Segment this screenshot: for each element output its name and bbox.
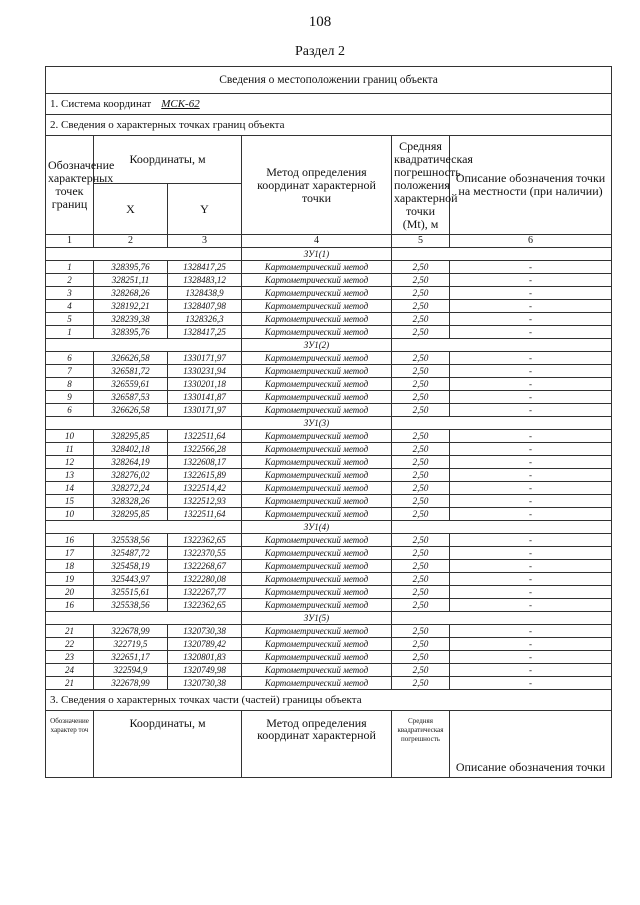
header-x: X bbox=[94, 184, 168, 235]
point-id: 7 bbox=[46, 365, 94, 378]
method: Картометрический метод bbox=[242, 391, 392, 404]
point-id: 10 bbox=[46, 430, 94, 443]
col-number: 3 bbox=[168, 235, 242, 248]
description: - bbox=[450, 443, 612, 456]
coord-x: 326581,72 bbox=[94, 365, 168, 378]
table-row bbox=[46, 586, 612, 599]
coord-x: 322678,99 bbox=[94, 677, 168, 690]
table-row bbox=[46, 534, 612, 547]
method: Картометрический метод bbox=[242, 287, 392, 300]
group-spacer bbox=[46, 612, 242, 625]
coord-system-value: МСК-62 bbox=[161, 98, 200, 110]
point-id: 10 bbox=[46, 508, 94, 521]
group-spacer bbox=[46, 417, 242, 430]
coord-y: 1322512,93 bbox=[168, 495, 242, 508]
group-name: ЗУ1(4) bbox=[242, 521, 392, 534]
method: Картометрический метод bbox=[242, 638, 392, 651]
description: - bbox=[450, 430, 612, 443]
group-spacer bbox=[392, 521, 612, 534]
coord-y: 1320730,38 bbox=[168, 625, 242, 638]
description: - bbox=[450, 573, 612, 586]
point-id: 2 bbox=[46, 274, 94, 287]
coord-y: 1328326,3 bbox=[168, 313, 242, 326]
description: - bbox=[450, 677, 612, 690]
method: Картометрический метод bbox=[242, 534, 392, 547]
description: - bbox=[450, 469, 612, 482]
description: - bbox=[450, 300, 612, 313]
group-spacer bbox=[392, 248, 612, 261]
page-number: 108 bbox=[308, 14, 332, 30]
accuracy: 2,50 bbox=[392, 456, 450, 469]
accuracy: 2,50 bbox=[392, 495, 450, 508]
accuracy: 2,50 bbox=[392, 638, 450, 651]
point-id: 21 bbox=[46, 625, 94, 638]
method: Картометрический метод bbox=[242, 378, 392, 391]
coord-y: 1322566,28 bbox=[168, 443, 242, 456]
point-id: 14 bbox=[46, 482, 94, 495]
header-description: Описание обозначения точки на местности (при наличии) bbox=[450, 136, 612, 235]
coord-x: 325538,56 bbox=[94, 534, 168, 547]
table-row bbox=[46, 430, 612, 443]
point-id: 15 bbox=[46, 495, 94, 508]
method: Картометрический метод bbox=[242, 261, 392, 274]
table-row bbox=[46, 326, 612, 339]
method: Картометрический метод bbox=[242, 300, 392, 313]
header2-accuracy: Средняя квадратическая погрешность bbox=[392, 711, 450, 778]
group-name: ЗУ1(3) bbox=[242, 417, 392, 430]
table-row bbox=[46, 625, 612, 638]
point-id: 4 bbox=[46, 300, 94, 313]
col-number: 6 bbox=[450, 235, 612, 248]
accuracy: 2,50 bbox=[392, 443, 450, 456]
accuracy: 2,50 bbox=[392, 599, 450, 612]
accuracy: 2,50 bbox=[392, 287, 450, 300]
col-number: 4 bbox=[242, 235, 392, 248]
table-row bbox=[46, 404, 612, 417]
group-name: ЗУ1(2) bbox=[242, 339, 392, 352]
method: Картометрический метод bbox=[242, 560, 392, 573]
point-id: 13 bbox=[46, 469, 94, 482]
accuracy: 2,50 bbox=[392, 625, 450, 638]
method: Картометрический метод bbox=[242, 313, 392, 326]
table-row bbox=[46, 651, 612, 664]
accuracy: 2,50 bbox=[392, 482, 450, 495]
accuracy: 2,50 bbox=[392, 560, 450, 573]
point-id: 1 bbox=[46, 326, 94, 339]
point-id: 19 bbox=[46, 573, 94, 586]
method: Картометрический метод bbox=[242, 547, 392, 560]
coord-y: 1330231,94 bbox=[168, 365, 242, 378]
description: - bbox=[450, 625, 612, 638]
header-y: Y bbox=[168, 184, 242, 235]
table-row bbox=[46, 495, 612, 508]
point-id: 1 bbox=[46, 261, 94, 274]
description: - bbox=[450, 651, 612, 664]
accuracy: 2,50 bbox=[392, 261, 450, 274]
part-heading: 3. Сведения о характерных точках части (частей) границы объекта bbox=[46, 690, 612, 711]
accuracy: 2,50 bbox=[392, 313, 450, 326]
point-id: 20 bbox=[46, 586, 94, 599]
accuracy: 2,50 bbox=[392, 586, 450, 599]
method: Картометрический метод bbox=[242, 651, 392, 664]
description: - bbox=[450, 404, 612, 417]
table-row bbox=[46, 378, 612, 391]
description: - bbox=[450, 313, 612, 326]
coord-x: 328264,19 bbox=[94, 456, 168, 469]
coord-y: 1322267,77 bbox=[168, 586, 242, 599]
table-row bbox=[46, 456, 612, 469]
table-row bbox=[46, 352, 612, 365]
coord-x: 325538,56 bbox=[94, 599, 168, 612]
description: - bbox=[450, 534, 612, 547]
header-accuracy: Средняя квадратическая погрешность положения характерной точки (Mt), м bbox=[392, 136, 450, 235]
table-row bbox=[46, 261, 612, 274]
coord-x: 322651,17 bbox=[94, 651, 168, 664]
point-id: 8 bbox=[46, 378, 94, 391]
point-id: 18 bbox=[46, 560, 94, 573]
point-id: 9 bbox=[46, 391, 94, 404]
table-row bbox=[46, 274, 612, 287]
description: - bbox=[450, 326, 612, 339]
header2-description: Описание обозначения точки bbox=[450, 711, 612, 778]
description: - bbox=[450, 352, 612, 365]
coord-x: 328395,76 bbox=[94, 261, 168, 274]
group-spacer bbox=[46, 521, 242, 534]
coord-x: 328239,38 bbox=[94, 313, 168, 326]
method: Картометрический метод bbox=[242, 443, 392, 456]
coord-y: 1322280,08 bbox=[168, 573, 242, 586]
method: Картометрический метод bbox=[242, 586, 392, 599]
coord-y: 1320789,42 bbox=[168, 638, 242, 651]
header-coordinates: Координаты, м bbox=[94, 136, 242, 184]
point-id: 21 bbox=[46, 677, 94, 690]
points-heading: 2. Сведения о характерных точках границ объекта bbox=[46, 115, 612, 136]
coord-system bbox=[46, 94, 612, 115]
coord-y: 1322514,42 bbox=[168, 482, 242, 495]
coord-y: 1320801,83 bbox=[168, 651, 242, 664]
group-name: ЗУ1(1) bbox=[242, 248, 392, 261]
main-title: Сведения о местоположении границ объекта bbox=[46, 67, 612, 94]
description: - bbox=[450, 638, 612, 651]
method: Картометрический метод bbox=[242, 495, 392, 508]
coord-x: 328272,24 bbox=[94, 482, 168, 495]
table-row bbox=[46, 287, 612, 300]
header2-point-designation: Обозначение характер точ bbox=[46, 711, 94, 778]
accuracy: 2,50 bbox=[392, 469, 450, 482]
group-spacer bbox=[392, 339, 612, 352]
table-row bbox=[46, 469, 612, 482]
coord-y: 1330171,97 bbox=[168, 404, 242, 417]
table-row bbox=[46, 599, 612, 612]
description: - bbox=[450, 261, 612, 274]
accuracy: 2,50 bbox=[392, 651, 450, 664]
coord-x: 322719,5 bbox=[94, 638, 168, 651]
method: Картометрический метод bbox=[242, 677, 392, 690]
description: - bbox=[450, 482, 612, 495]
table-row bbox=[46, 508, 612, 521]
header2-coordinates: Координаты, м bbox=[94, 711, 242, 778]
table-row bbox=[46, 547, 612, 560]
point-id: 23 bbox=[46, 651, 94, 664]
group-spacer bbox=[392, 417, 612, 430]
description: - bbox=[450, 586, 612, 599]
coord-y: 1328407,98 bbox=[168, 300, 242, 313]
description: - bbox=[450, 495, 612, 508]
coord-y: 1322370,55 bbox=[168, 547, 242, 560]
method: Картометрический метод bbox=[242, 326, 392, 339]
coord-y: 1322608,17 bbox=[168, 456, 242, 469]
coord-y: 1320730,38 bbox=[168, 677, 242, 690]
description: - bbox=[450, 274, 612, 287]
coord-y: 1330171,97 bbox=[168, 352, 242, 365]
group-row bbox=[46, 612, 612, 625]
point-id: 22 bbox=[46, 638, 94, 651]
accuracy: 2,50 bbox=[392, 547, 450, 560]
boundary-table bbox=[45, 66, 612, 778]
method: Картометрический метод bbox=[242, 365, 392, 378]
method: Картометрический метод bbox=[242, 664, 392, 677]
description: - bbox=[450, 508, 612, 521]
coord-x: 328268,26 bbox=[94, 287, 168, 300]
coord-y: 1322362,65 bbox=[168, 534, 242, 547]
accuracy: 2,50 bbox=[392, 352, 450, 365]
table-row bbox=[46, 560, 612, 573]
coord-y: 1330201,18 bbox=[168, 378, 242, 391]
coord-x: 322594,9 bbox=[94, 664, 168, 677]
coord-y: 1328483,12 bbox=[168, 274, 242, 287]
coord-y: 1328438,9 bbox=[168, 287, 242, 300]
accuracy: 2,50 bbox=[392, 664, 450, 677]
point-id: 3 bbox=[46, 287, 94, 300]
table-row bbox=[46, 573, 612, 586]
coord-x: 328295,85 bbox=[94, 430, 168, 443]
coord-x: 328402,18 bbox=[94, 443, 168, 456]
section-title: Раздел 2 bbox=[294, 44, 346, 59]
method: Картометрический метод bbox=[242, 274, 392, 287]
description: - bbox=[450, 560, 612, 573]
coord-y: 1328417,25 bbox=[168, 261, 242, 274]
coord-x: 328276,02 bbox=[94, 469, 168, 482]
method: Картометрический метод bbox=[242, 482, 392, 495]
coord-x: 326626,58 bbox=[94, 404, 168, 417]
coord-y: 1330141,87 bbox=[168, 391, 242, 404]
coord-y: 1320749,98 bbox=[168, 664, 242, 677]
accuracy: 2,50 bbox=[392, 508, 450, 521]
accuracy: 2,50 bbox=[392, 300, 450, 313]
coord-x: 325443,97 bbox=[94, 573, 168, 586]
group-row bbox=[46, 521, 612, 534]
coord-x: 325515,61 bbox=[94, 586, 168, 599]
coord-x: 326559,61 bbox=[94, 378, 168, 391]
coord-x: 328251,11 bbox=[94, 274, 168, 287]
accuracy: 2,50 bbox=[392, 573, 450, 586]
col-number: 1 bbox=[46, 235, 94, 248]
coord-y: 1328417,25 bbox=[168, 326, 242, 339]
coord-system-label: 1. Система координат bbox=[50, 98, 152, 110]
col-number: 5 bbox=[392, 235, 450, 248]
accuracy: 2,50 bbox=[392, 534, 450, 547]
table-row bbox=[46, 638, 612, 651]
coord-y: 1322511,64 bbox=[168, 430, 242, 443]
group-spacer bbox=[46, 248, 242, 261]
table-row bbox=[46, 443, 612, 456]
description: - bbox=[450, 365, 612, 378]
method: Картометрический метод bbox=[242, 404, 392, 417]
accuracy: 2,50 bbox=[392, 365, 450, 378]
table-row bbox=[46, 313, 612, 326]
method: Картометрический метод bbox=[242, 456, 392, 469]
point-id: 16 bbox=[46, 534, 94, 547]
description: - bbox=[450, 547, 612, 560]
group-spacer bbox=[392, 612, 612, 625]
point-id: 6 bbox=[46, 404, 94, 417]
point-id: 16 bbox=[46, 599, 94, 612]
accuracy: 2,50 bbox=[392, 391, 450, 404]
table-row bbox=[46, 677, 612, 690]
description: - bbox=[450, 456, 612, 469]
group-row bbox=[46, 417, 612, 430]
table-row bbox=[46, 300, 612, 313]
description: - bbox=[450, 287, 612, 300]
coord-x: 328192,21 bbox=[94, 300, 168, 313]
method: Картометрический метод bbox=[242, 625, 392, 638]
point-id: 6 bbox=[46, 352, 94, 365]
coord-y: 1322511,64 bbox=[168, 508, 242, 521]
table-row bbox=[46, 482, 612, 495]
coord-x: 328395,76 bbox=[94, 326, 168, 339]
accuracy: 2,50 bbox=[392, 404, 450, 417]
point-id: 24 bbox=[46, 664, 94, 677]
description: - bbox=[450, 391, 612, 404]
coord-x: 325458,19 bbox=[94, 560, 168, 573]
coord-x: 325487,72 bbox=[94, 547, 168, 560]
accuracy: 2,50 bbox=[392, 677, 450, 690]
header2-method: Метод определения координат характерной bbox=[242, 711, 392, 778]
coord-x: 326626,58 bbox=[94, 352, 168, 365]
accuracy: 2,50 bbox=[392, 430, 450, 443]
description: - bbox=[450, 599, 612, 612]
header-method: Метод определения координат характерной точки bbox=[242, 136, 392, 235]
method: Картометрический метод bbox=[242, 469, 392, 482]
group-name: ЗУ1(5) bbox=[242, 612, 392, 625]
coord-x: 328295,85 bbox=[94, 508, 168, 521]
group-row bbox=[46, 248, 612, 261]
method: Картометрический метод bbox=[242, 430, 392, 443]
coord-x: 328328,26 bbox=[94, 495, 168, 508]
table-row bbox=[46, 365, 612, 378]
table-row bbox=[46, 664, 612, 677]
method: Картометрический метод bbox=[242, 352, 392, 365]
coord-y: 1322268,67 bbox=[168, 560, 242, 573]
description: - bbox=[450, 378, 612, 391]
coord-x: 326587,53 bbox=[94, 391, 168, 404]
accuracy: 2,50 bbox=[392, 326, 450, 339]
method: Картометрический метод bbox=[242, 599, 392, 612]
point-id: 12 bbox=[46, 456, 94, 469]
coord-x: 322678,99 bbox=[94, 625, 168, 638]
coord-y: 1322615,89 bbox=[168, 469, 242, 482]
accuracy: 2,50 bbox=[392, 274, 450, 287]
point-id: 17 bbox=[46, 547, 94, 560]
table-row bbox=[46, 391, 612, 404]
group-spacer bbox=[46, 339, 242, 352]
point-id: 11 bbox=[46, 443, 94, 456]
method: Картометрический метод bbox=[242, 573, 392, 586]
header-point-designation: Обозначение характерных точек границ bbox=[46, 136, 94, 235]
group-row bbox=[46, 339, 612, 352]
method: Картометрический метод bbox=[242, 508, 392, 521]
description: - bbox=[450, 664, 612, 677]
col-number: 2 bbox=[94, 235, 168, 248]
coord-y: 1322362,65 bbox=[168, 599, 242, 612]
accuracy: 2,50 bbox=[392, 378, 450, 391]
point-id: 5 bbox=[46, 313, 94, 326]
